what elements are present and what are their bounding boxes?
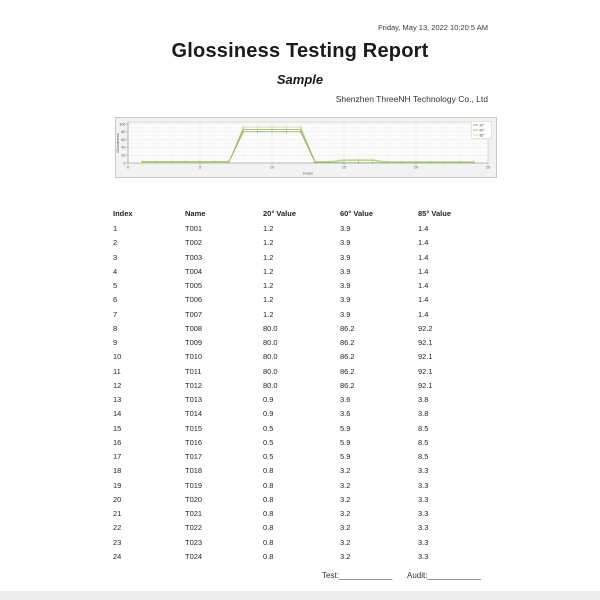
table-cell: 0.8 — [263, 537, 274, 547]
table-cell: 7 — [113, 309, 118, 319]
table-cell: T013 — [185, 395, 203, 404]
table-cell: 5.9 — [340, 452, 351, 461]
table-cell: 3.9 — [340, 266, 351, 276]
svg-text:40: 40 — [121, 145, 126, 150]
table-cell: 3.2 — [340, 480, 351, 490]
page-edge — [0, 591, 600, 600]
table-cell: 5.9 — [340, 437, 351, 447]
table-cell: 3.2 — [340, 537, 351, 547]
table-cell: 8.5 — [418, 423, 429, 433]
table-cell: 3.2 — [340, 523, 351, 533]
svg-text:25: 25 — [485, 165, 491, 170]
table-cell: 5.9 — [340, 423, 351, 433]
table-cell: 3.2 — [340, 509, 351, 518]
table-cell: 1.4 — [418, 238, 429, 248]
table-cell: 0.8 — [263, 466, 274, 476]
table-cell: 22 — [113, 523, 122, 533]
table-cell: 1.4 — [418, 309, 429, 319]
column-header: Index — [113, 209, 133, 218]
svg-text:0: 0 — [123, 161, 126, 166]
table-cell: T023 — [185, 537, 203, 547]
table-row — [113, 422, 495, 436]
table-cell: 3.3 — [418, 494, 429, 504]
table-cell: T002 — [185, 238, 203, 248]
table-cell: 1.4 — [418, 295, 429, 305]
table-row — [113, 450, 495, 464]
table-cell: 1.4 — [418, 281, 429, 290]
table-cell: 20 — [113, 494, 122, 504]
results-table — [113, 206, 495, 564]
svg-text:20°: 20° — [479, 123, 485, 128]
table-cell: T010 — [185, 352, 203, 362]
table-cell: 23 — [113, 537, 122, 547]
table-row — [113, 550, 495, 564]
table-cell: 1.2 — [263, 224, 274, 233]
table-cell: 3.9 — [340, 281, 351, 290]
table-cell: T018 — [185, 466, 203, 476]
table-row — [113, 365, 495, 379]
table-cell: 92.1 — [418, 380, 433, 390]
table-cell: 1.4 — [418, 266, 429, 276]
table-cell: 92.1 — [418, 352, 433, 362]
table-row — [113, 507, 495, 521]
table-cell: 0.8 — [263, 494, 274, 504]
svg-text:20: 20 — [121, 153, 126, 158]
table-cell: 3.9 — [340, 252, 351, 262]
svg-text:Index: Index — [303, 170, 313, 176]
table-cell: 3.9 — [340, 224, 351, 233]
table-cell: 8 — [113, 323, 118, 333]
table-body — [113, 222, 495, 564]
table-cell: 19 — [113, 480, 122, 490]
table-cell: T001 — [185, 224, 203, 233]
table-row — [113, 293, 495, 307]
table-row — [113, 236, 495, 250]
table-cell: 4 — [113, 266, 118, 276]
audit-signature-label: Audit:____________ — [407, 571, 481, 580]
table-cell: 0.8 — [263, 523, 274, 533]
table-cell: 21 — [113, 509, 122, 518]
svg-text:15: 15 — [341, 165, 347, 170]
table-row — [113, 322, 495, 336]
table-cell: 3.9 — [340, 309, 351, 319]
table-cell: 3.2 — [340, 494, 351, 504]
table-cell: T020 — [185, 494, 203, 504]
svg-text:100: 100 — [119, 122, 126, 127]
table-cell: 5 — [113, 281, 118, 290]
table-cell: 86.2 — [340, 366, 355, 376]
table-row — [113, 464, 495, 478]
table-cell: 17 — [113, 452, 122, 461]
svg-text:20: 20 — [413, 165, 419, 170]
table-cell: 24 — [113, 551, 122, 561]
table-cell: 3.3 — [418, 523, 429, 533]
table-cell: 15 — [113, 423, 122, 433]
table-cell: 80.0 — [263, 338, 278, 347]
table-cell: 2 — [113, 238, 118, 248]
table-cell: 3.8 — [418, 395, 429, 404]
table-header-row — [113, 206, 495, 222]
table-cell: 8.5 — [418, 437, 429, 447]
table-cell: 1.2 — [263, 266, 274, 276]
svg-text:Glossiness: Glossiness — [115, 133, 120, 153]
table-cell: 1 — [113, 224, 118, 233]
table-row — [113, 279, 495, 293]
table-row — [113, 379, 495, 393]
table-row — [113, 493, 495, 507]
table-cell: 3.3 — [418, 480, 429, 490]
table-cell: 1.2 — [263, 252, 274, 262]
table-cell: 0.5 — [263, 437, 274, 447]
table-cell: T007 — [185, 309, 203, 319]
table-cell: 3.2 — [340, 466, 351, 476]
sample-subtitle: Sample — [276, 72, 324, 87]
table-cell: 0.8 — [263, 480, 274, 490]
svg-text:85°: 85° — [479, 133, 485, 138]
signature-line — [0, 571, 600, 585]
table-cell: 3.9 — [340, 238, 351, 248]
table-cell: T008 — [185, 323, 203, 333]
table-cell: 92.2 — [418, 323, 433, 333]
table-cell: 1.2 — [263, 295, 274, 305]
table-cell: 14 — [113, 409, 122, 419]
table-row — [113, 308, 495, 322]
table-row — [113, 350, 495, 364]
table-cell: T014 — [185, 409, 203, 419]
table-cell: 13 — [113, 395, 122, 404]
table-row — [113, 393, 495, 407]
table-cell: 1.2 — [263, 309, 274, 319]
table-cell: 3.8 — [418, 409, 429, 419]
table-cell: 0.8 — [263, 509, 274, 518]
table-cell: 0.9 — [263, 395, 274, 404]
table-cell: T006 — [185, 295, 203, 305]
table-cell: 86.2 — [340, 323, 355, 333]
report-datetime: Friday, May 13, 2022 10:20:5 AM — [378, 23, 488, 32]
table-cell: 11 — [113, 366, 121, 376]
table-cell: 80.0 — [263, 366, 278, 376]
table-cell: T012 — [185, 380, 203, 390]
table-cell: T005 — [185, 281, 203, 290]
svg-text:60: 60 — [121, 137, 126, 142]
table-cell: T015 — [185, 423, 203, 433]
table-row — [113, 265, 495, 279]
table-cell: T022 — [185, 523, 203, 533]
table-cell: T021 — [185, 509, 203, 518]
test-signature-label: Test:____________ — [322, 571, 393, 580]
table-cell: 0.8 — [263, 551, 274, 561]
table-cell: T011 — [185, 366, 202, 376]
table-cell: 3.3 — [418, 466, 429, 476]
svg-text:80: 80 — [121, 130, 126, 135]
column-header: 60° Value — [340, 209, 374, 218]
table-cell: 3.3 — [418, 509, 429, 518]
table-cell: T003 — [185, 252, 203, 262]
svg-text:0: 0 — [126, 165, 130, 170]
table-cell: 0.5 — [263, 423, 274, 433]
table-cell: 18 — [113, 466, 122, 476]
table-row — [113, 436, 495, 450]
table-cell: T009 — [185, 338, 203, 347]
table-cell: 16 — [113, 437, 122, 447]
table-row — [113, 479, 495, 493]
table-cell: 1.2 — [263, 238, 274, 248]
table-cell: 86.2 — [340, 338, 355, 347]
table-cell: 3.9 — [340, 295, 351, 305]
company-name: Shenzhen ThreeNH Technology Co., Ltd — [335, 94, 488, 104]
table-cell: T016 — [185, 437, 203, 447]
table-row — [113, 536, 495, 550]
table-cell: 0.9 — [263, 409, 274, 419]
table-cell: 1.2 — [263, 281, 274, 290]
table-cell: 1.4 — [418, 224, 429, 233]
table-cell: 3 — [113, 252, 118, 262]
table-cell: 8.5 — [418, 452, 429, 461]
table-cell: 1.4 — [418, 252, 429, 262]
table-cell: 3.2 — [340, 551, 351, 561]
table-cell: 6 — [113, 295, 118, 305]
table-cell: 80.0 — [263, 323, 278, 333]
table-cell: 10 — [113, 352, 122, 362]
table-cell: 3.6 — [340, 409, 351, 419]
table-cell: 92.1 — [418, 338, 433, 347]
table-cell: 80.0 — [263, 352, 278, 362]
table-row — [113, 336, 495, 350]
table-cell: 86.2 — [340, 352, 355, 362]
table-cell: 3.3 — [418, 537, 429, 547]
table-row — [113, 407, 495, 421]
table-cell: 0.5 — [263, 452, 274, 461]
svg-text:60°: 60° — [479, 128, 485, 133]
column-header: 85° Value — [418, 209, 452, 218]
column-header: 20° Value — [263, 209, 297, 218]
table-cell: T017 — [185, 452, 203, 461]
column-header: Name — [185, 209, 206, 218]
table-cell: T024 — [185, 551, 203, 561]
table-cell: 3.6 — [340, 395, 351, 404]
glossiness-line-chart — [115, 117, 497, 178]
table-cell: 86.2 — [340, 380, 355, 390]
svg-text:10: 10 — [269, 165, 275, 170]
page-title: Glossiness Testing Report — [171, 40, 429, 62]
table-cell: 9 — [113, 338, 118, 347]
table-cell: 80.0 — [263, 380, 278, 390]
table-row — [113, 251, 495, 265]
table-row — [113, 521, 495, 535]
glossiness-chart-svg — [115, 117, 497, 178]
table-cell: 3.3 — [418, 551, 429, 561]
svg-text:5: 5 — [198, 165, 202, 170]
table-cell: T019 — [185, 480, 203, 490]
table-cell: T004 — [185, 266, 203, 276]
table-cell: 12 — [113, 380, 122, 390]
table-row — [113, 222, 495, 236]
table-cell: 92.1 — [418, 366, 433, 376]
